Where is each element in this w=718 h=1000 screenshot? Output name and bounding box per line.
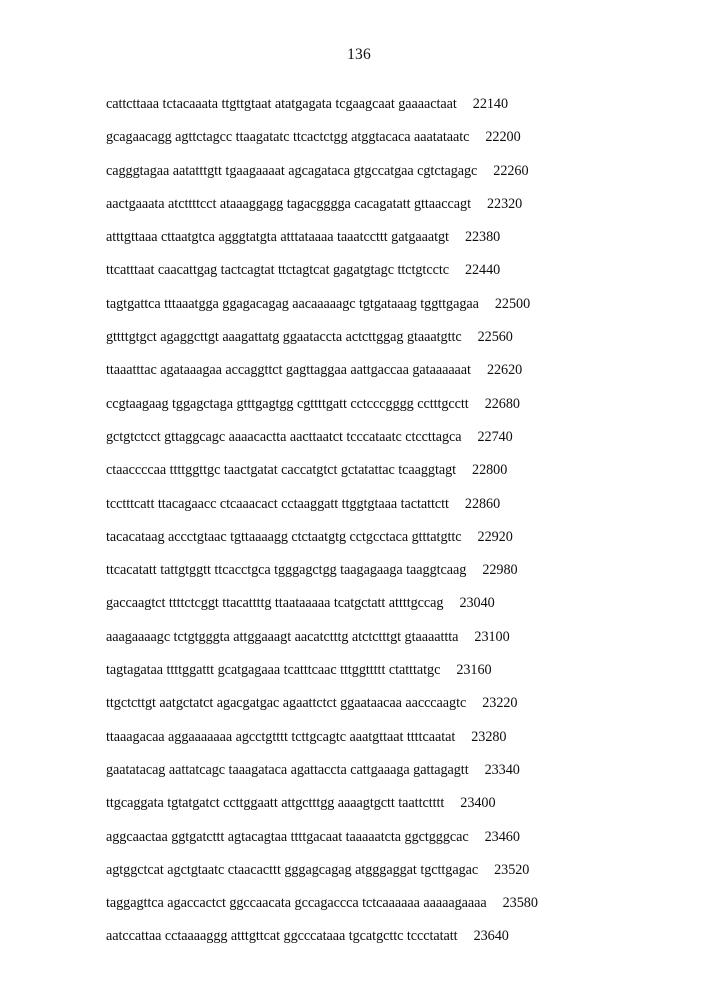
sequence-line [106, 754, 626, 787]
sequence-residues: ttcatttaat caacattgag tactcagtat ttctagtcat gagatgtagc ttctgtcctc [106, 262, 449, 279]
sequence-line [106, 721, 626, 754]
sequence-line [106, 121, 626, 154]
sequence-residues: ttaaagacaa aggaaaaaaa agcctgtttt tcttgcagtc aaatgttaat ttttcaatat [106, 728, 456, 745]
sequence-position: 23100 [474, 628, 510, 645]
sequence-residues: tagtgattca tttaaatgga ggagacagag aacaaaaagc tgtgataaag tggttgagaa [106, 295, 479, 312]
sequence-line [106, 288, 626, 321]
sequence-position: 22920 [477, 528, 513, 545]
sequence-position: 23040 [459, 595, 495, 612]
sequence-position: 22140 [472, 96, 509, 112]
sequence-line [106, 254, 626, 287]
sequence-line [106, 554, 626, 587]
sequence-line [106, 454, 626, 487]
sequence-line [106, 887, 626, 920]
sequence-position: 23160 [456, 662, 492, 679]
sequence-line [106, 188, 626, 221]
sequence-line [106, 88, 626, 121]
sequence-residues: aatccattaa cctaaaaggg atttgttcat ggcccataaa tgcatgcttc tccctatatt [106, 928, 458, 945]
sequence-residues: cattcttaaa tctacaaata ttgttgtaat atatgagata tcgaagcaat gaaaactaat [106, 96, 457, 112]
sequence-residues: ttgctcttgt aatgctatct agacgatgac agaattctct ggaataacaa aacccaagtc [106, 695, 467, 712]
sequence-position: 22320 [486, 195, 523, 212]
sequence-line [106, 521, 626, 554]
sequence-position: 23340 [484, 761, 520, 778]
sequence-line [106, 388, 626, 421]
sequence-line [106, 421, 626, 454]
sequence-residues: gttttgtgct agaggcttgt aaagattatg ggaataccta actcttggag gtaaatgttc [106, 329, 462, 346]
sequence-residues: tacacataag accctgtaac tgttaaaagg ctctaatgtg cctgcctaca gtttatgttc [106, 528, 462, 545]
sequence-residues: aactgaaata atcttttcct ataaaggagg tagacgggga cacagatatt gttaaccagt [106, 195, 471, 212]
sequence-residues: tcctttcatt ttacagaacc ctcaaacact cctaaggatt ttggtgtaaa tactattctt [106, 495, 449, 512]
sequence-position: 22260 [493, 162, 529, 179]
sequence-position: 22440 [464, 262, 501, 279]
sequence-residues: gctgtctcct gttaggcagc aaaacactta aacttaatct tcccataatc ctccttagca [106, 428, 462, 445]
sequence-line [106, 687, 626, 720]
sequence-position: 23460 [484, 828, 520, 845]
sequence-residues: ccgtaagaag tggagctaga gtttgagtgg cgttttgatt cctcccgggg cctttgcctt [106, 395, 469, 412]
sequence-residues: aggcaactaa ggtgatcttt agtacagtaa ttttgacaat taaaaatcta ggctgggcac [106, 828, 469, 845]
sequence-position: 23580 [502, 895, 538, 912]
sequence-residues: cagggtagaa aatatttgtt tgaagaaaat agcagataca gtgccatgaa cgtctagagc [106, 162, 478, 179]
page-number: 136 [347, 46, 371, 63]
sequence-line [106, 621, 626, 654]
sequence-residues: tagtagataa ttttggattt gcatgagaaa tcatttcaac tttggttttt ctatttatgc [106, 662, 441, 679]
sequence-line [106, 587, 626, 620]
sequence-line [106, 821, 626, 854]
sequence-position: 22620 [486, 362, 523, 379]
sequence-position: 23400 [460, 795, 496, 812]
sequence-position: 22500 [494, 295, 531, 312]
sequence-position: 22860 [464, 495, 501, 512]
sequence-listing [106, 88, 626, 954]
sequence-residues: atttgttaaa cttaatgtca agggtatgta atttataaaa taaatccttt gatgaaatgt [106, 229, 449, 246]
sequence-line [106, 854, 626, 887]
sequence-residues: ctaaccccaa ttttggttgc taactgatat caccatgtct gctatattac tcaaggtagt [106, 462, 457, 479]
sequence-line [106, 155, 626, 188]
sequence-line [106, 787, 626, 820]
sequence-line [106, 321, 626, 354]
sequence-line [106, 354, 626, 387]
sequence-position: 22560 [477, 329, 513, 346]
sequence-position: 23280 [471, 728, 507, 745]
sequence-residues: ttcacatatt tattgtggtt ttcacctgca tgggagctgg taagagaaga taaggtcaag [106, 562, 467, 579]
sequence-position: 23220 [482, 695, 518, 712]
sequence-position: 22980 [482, 562, 518, 579]
sequence-residues: taggagttca agaccactct ggccaacata gccagaccca tctcaaaaaa aaaaagaaaa [106, 895, 487, 912]
sequence-residues: agtggctcat agctgtaatc ctaacacttt gggagcagag atgggaggat tgcttgagac [106, 861, 479, 878]
sequence-line [106, 488, 626, 521]
sequence-position: 22740 [477, 428, 513, 445]
sequence-position: 22800 [472, 462, 508, 479]
sequence-position: 22680 [484, 395, 520, 412]
sequence-line [106, 654, 626, 687]
sequence-position: 23640 [473, 928, 509, 945]
sequence-line [106, 920, 626, 953]
sequence-line [106, 221, 626, 254]
sequence-position: 22380 [464, 229, 501, 246]
sequence-position: 22200 [485, 129, 521, 146]
sequence-residues: aaagaaaagc tctgtgggta attggaaagt aacatctttg atctctttgt gtaaaattta [106, 628, 459, 645]
sequence-residues: gaccaagtct ttttctcggt ttacattttg ttaataaaaa tcatgctatt attttgccag [106, 595, 444, 612]
sequence-residues: ttaaatttac agataaagaa accaggttct gagttaggaa aattgaccaa gataaaaaat [106, 362, 471, 379]
sequence-residues: gaatatacag aattatcagc taaagataca agattaccta cattgaaaga gattagagtt [106, 761, 469, 778]
sequence-residues: gcagaacagg agttctagcc ttaagatatc ttcactctgg atggtacaca aaatataatc [106, 129, 470, 146]
sequence-position: 23520 [494, 861, 530, 878]
sequence-residues: ttgcaggata tgtatgatct ccttggaatt attgctttgg aaaagtgctt taattctttt [106, 795, 445, 812]
